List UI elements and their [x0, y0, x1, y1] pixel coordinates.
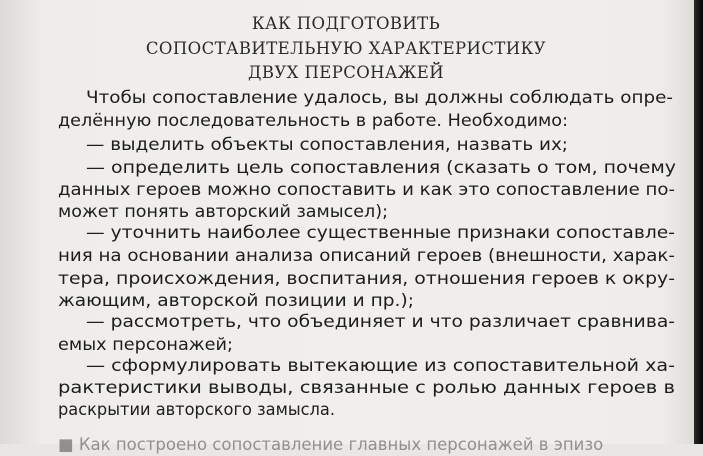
body-line: емых персонажей; [58, 335, 233, 354]
cutoff-text-line: ■ Как построено сопоставление главных персонажей в эпизо [58, 435, 604, 454]
body-line: раскрытии авторского замысла. [58, 400, 335, 419]
body-line: тера, происхождения, воспитания, отношения героев к окру- [58, 269, 675, 288]
page-edge-shadow [694, 0, 703, 444]
body-line: может понять авторский замысел); [58, 202, 388, 221]
body-line: ния на основании анализа описаний героев (внешности, харак- [58, 246, 675, 265]
body-line: делённую последовательность в работе. Необходимо: [58, 111, 568, 130]
body-line: Чтобы сопоставление удалось, вы должны соблюдать опре- [86, 88, 673, 107]
heading-line-1: КАК ПОДГОТОВИТЬ [251, 14, 441, 33]
heading-line-3: ДВУХ ПЕРСОНАЖЕЙ [248, 63, 444, 82]
body-line: жающим, авторской позиции и пр.); [58, 291, 414, 310]
body-line: — определить цель сопоставления (сказать о том, почему [86, 158, 676, 177]
body-line: рактеристики выводы, связанные с ролью данных героев в [58, 378, 675, 397]
body-line: — выделить объекты сопоставления, назвать их; [86, 135, 568, 154]
body-line: данных героев можно сопоставить и как это сопоставление по- [58, 180, 675, 199]
body-line: — уточнить наиболее существенные признаки сопоставле- [86, 223, 675, 242]
body-line: — рассмотреть, что объединяет и что различает сравнива- [86, 312, 675, 331]
heading-line-2: СОПОСТАВИТЕЛЬНУЮ ХАРАКТЕРИСТИКУ [145, 39, 547, 58]
body-line: — сформулировать вытекающие из сопоставительной ха- [86, 356, 675, 375]
